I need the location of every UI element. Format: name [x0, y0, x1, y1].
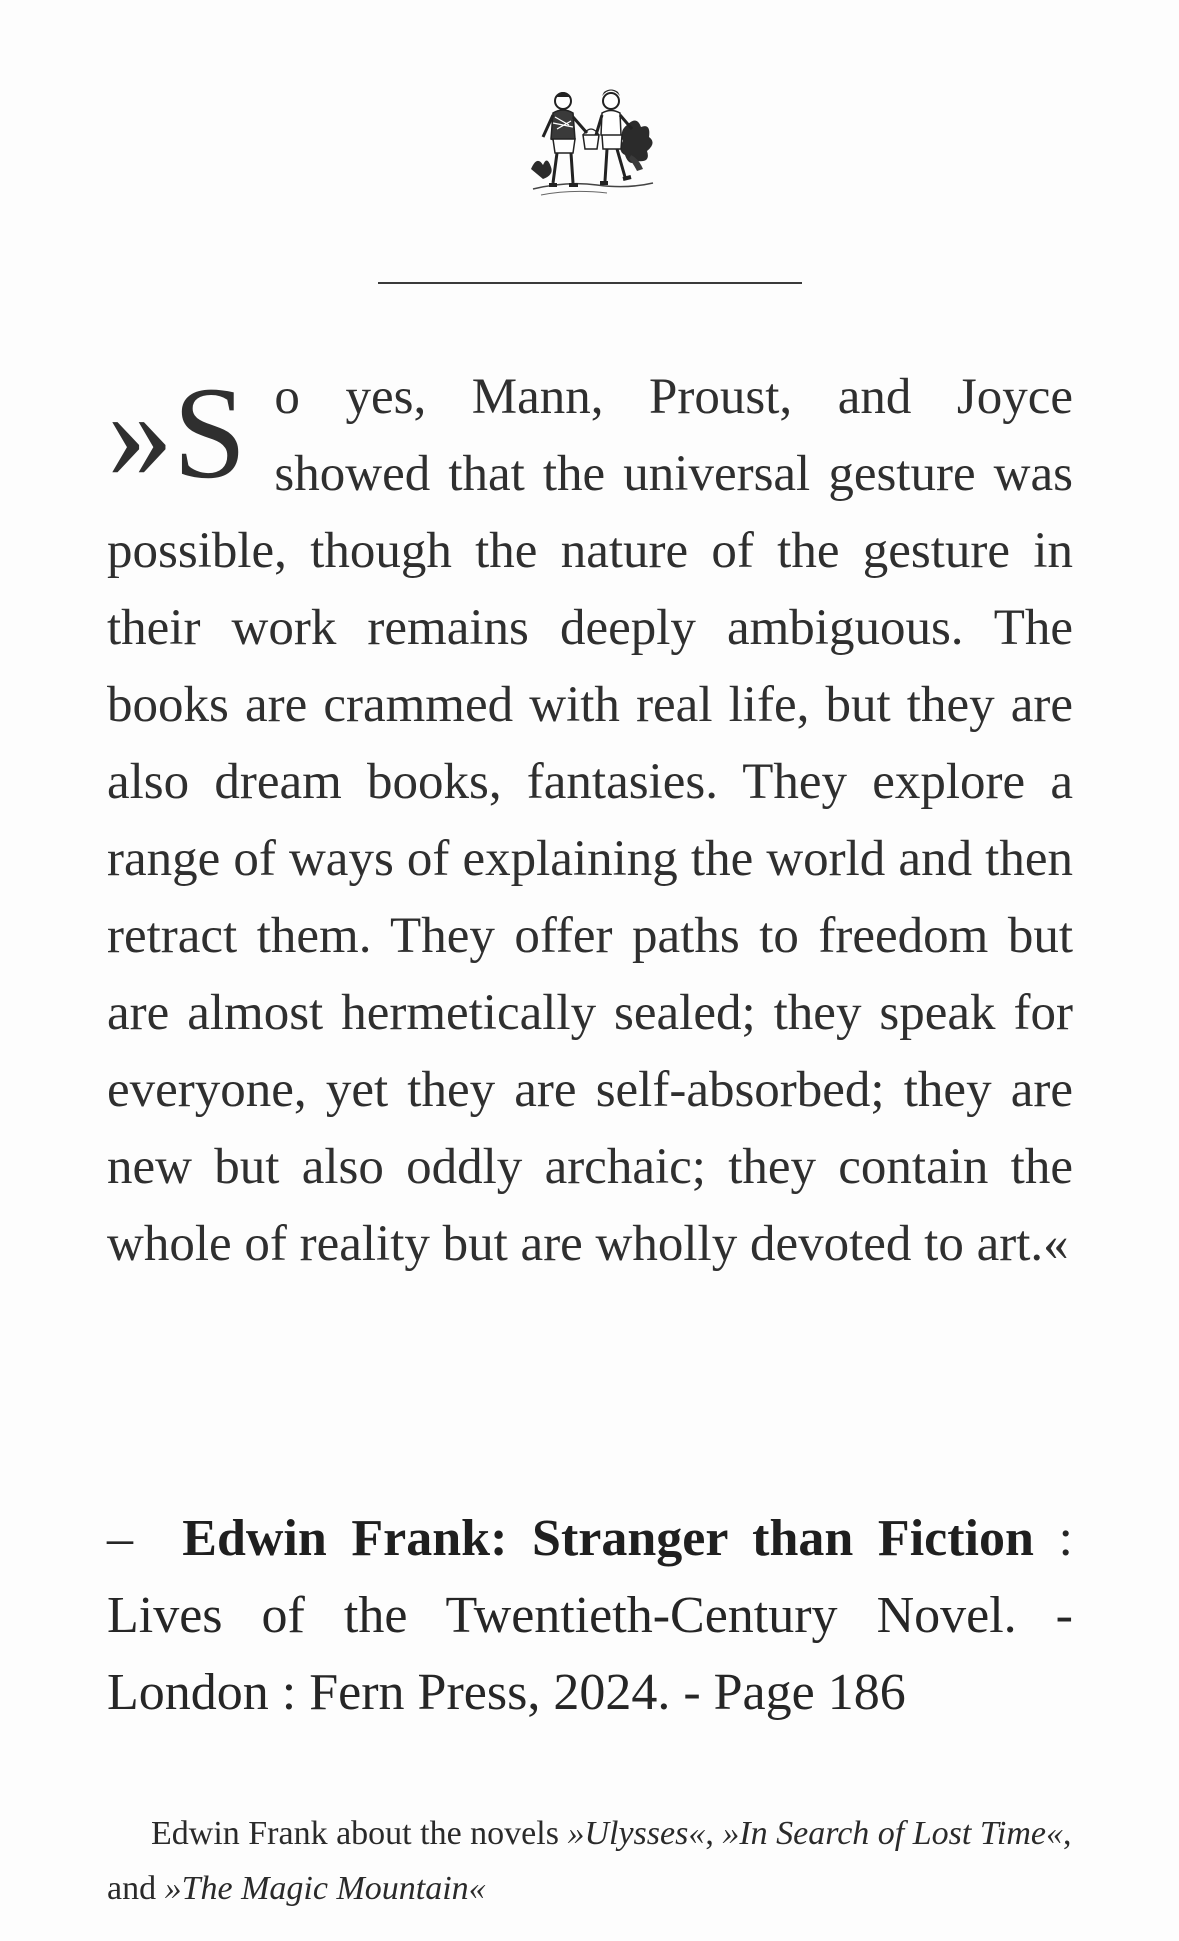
- dropcap-letter: S: [173, 359, 247, 506]
- quote-text: o yes, Mann, Proust, and Joyce showed that the universal gesture was possible, though the nature of the gesture in their work remains deeply ambiguous. The books are crammed with real life, but they are also dream books, fantasies. They explore a range of ways of explaining the world and then retract them. They offer paths to freedom but are almost hermetically sealed; they speak for everyone, yet they are self-absorbed; they are new but also oddly archaic; they contain the whole of reality but are wholly devoted to art.«: [107, 369, 1073, 1272]
- note-title-ulysses: »Ulysses«: [567, 1815, 706, 1852]
- note-title-magic-mountain: »The Magic Mountain«: [164, 1870, 486, 1907]
- citation-dash: –: [107, 1510, 133, 1567]
- citation: [107, 1500, 1073, 1731]
- two-boys-illustration: [527, 85, 657, 205]
- opening-guillemet: »: [107, 359, 173, 506]
- divider-rule: [378, 282, 802, 284]
- note-separator-1: ,: [705, 1815, 723, 1852]
- dropcap: [107, 359, 247, 506]
- citation-author-title: Edwin Frank: Stranger than Fiction: [182, 1510, 1034, 1567]
- note-separator-2: , and: [107, 1815, 1072, 1907]
- citation-details: : Lives of the Twentieth-Century Novel. - London : Fern Press, 2024. - Page 186: [107, 1510, 1073, 1721]
- quote-block: [107, 359, 1073, 1283]
- note-title-lost-time: »In Search of Lost Time«: [722, 1815, 1063, 1852]
- context-note: [107, 1806, 1073, 1916]
- note-prefix: Edwin Frank about the novels: [151, 1815, 568, 1852]
